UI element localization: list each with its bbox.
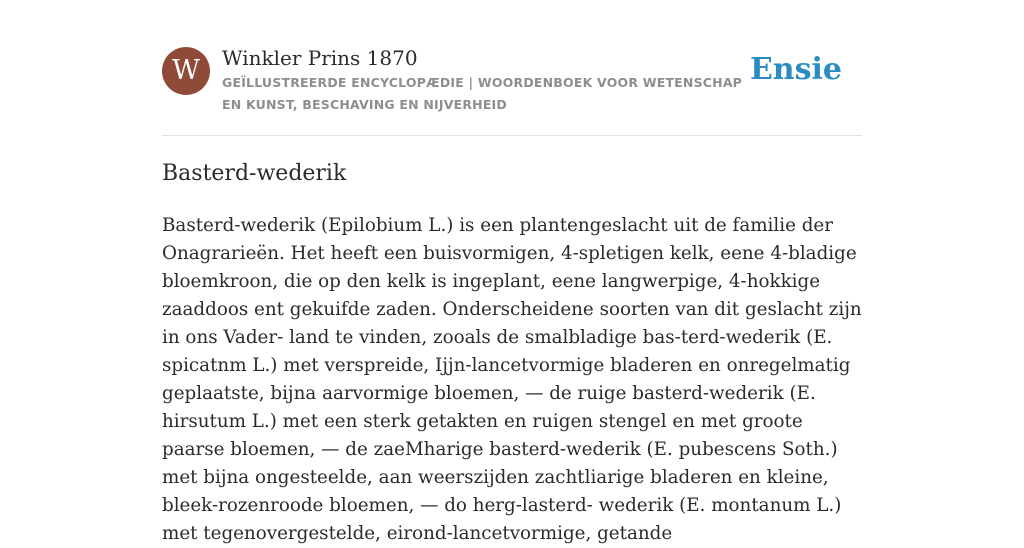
- book-subtitle: GEÏLLUSTREERDE ENCYCLOPÆDIE | WOORDENBOEK VOOR WETENSCHAP EN KUNST, BESCHAVING EN NIJVERHEID: [222, 75, 743, 112]
- book-header: [162, 45, 862, 135]
- header-divider: [162, 135, 862, 136]
- book-avatar[interactable]: W: [162, 47, 210, 95]
- entry-title: Basterd-wederik: [162, 161, 347, 186]
- book-title[interactable]: Winkler Prins 1870: [222, 46, 418, 70]
- ensie-logo-link[interactable]: Ensie: [749, 52, 842, 87]
- entry-body: Basterd-wederik (Epilobium L.) is een plantengeslacht uit de familie der Onagrarieën. Het heeft een buisvormigen, 4-spletigen kelk, eene 4-bladige bloemkroon, die op den kelk is ingeplant, eene langwerpige, 4-hokkige zaaddoos ent gekuifde zaden. Onderscheidene soorten van dit geslacht zijn in ons Vader- land te vinden, zooals de smalbladige bas-terd-wederik (E. spicatnm L.) met verspreide, Ijjn-lancetvormige bladeren en onregelmatig geplaatste, bijna aarvormige bloemen, — de ruige basterd-wederik (E. hirsutum L.) met een sterk getakten en ruigen stengel en met groote paarse bloemen, — de zaeMharige basterd-wederik (E. pubescens Soth.) met bijna ongesteelde, aan weerszijden zachtliarige bladeren en kleine, bleek-rozenroode bloemen, — do herg-lasterd- wederik (E. montanum L.) met tegenovergestelde, eirond-lancetvormige, getande: [162, 215, 862, 544]
